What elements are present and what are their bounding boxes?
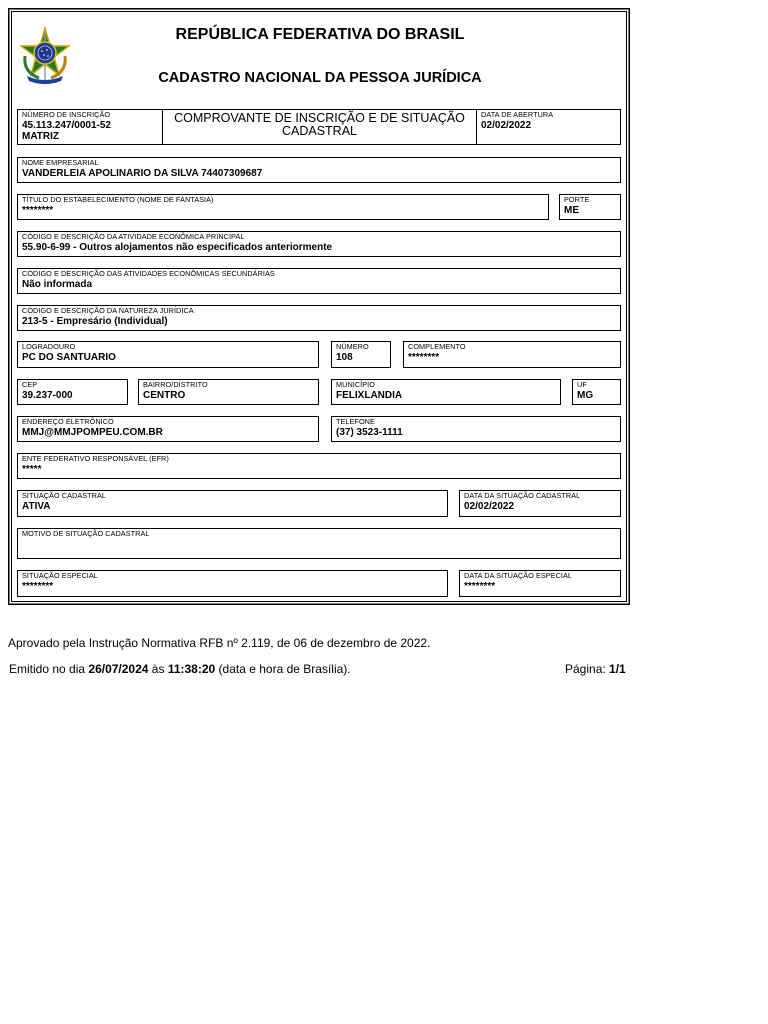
data-situacao-value: 02/02/2022 — [464, 501, 515, 512]
email-value: MMJ@MMJPOMPEU.COM.BR — [22, 427, 163, 438]
page-label: Página: — [565, 662, 606, 676]
bairro-field — [138, 379, 319, 405]
emission-suffix: (data e hora de Brasília). — [218, 662, 351, 676]
telefone-label: TELEFONE — [336, 417, 375, 426]
numero-field — [331, 341, 391, 368]
data-situacao-especial-value: ******** — [464, 581, 496, 592]
bairro-value: CENTRO — [143, 390, 186, 401]
telefone-value: (37) 3523-1111 — [336, 427, 403, 438]
situacao-especial-field — [17, 570, 448, 597]
telefone-field — [331, 416, 621, 442]
emission-prefix: Emitido no dia — [9, 662, 86, 676]
emission-mid: às — [151, 662, 165, 676]
atividade-principal-value: 55.90-6-99 - Outros alojamentos não especificados anteriormente — [22, 242, 333, 253]
inscricao-label: NÚMERO DE INSCRIÇÃO — [22, 110, 111, 119]
data-situacao-field — [459, 490, 621, 517]
logradouro-value: PC DO SANTUARIO — [22, 352, 116, 363]
municipio-field — [331, 379, 561, 405]
efr-field — [17, 453, 621, 479]
situacao-value: ATIVA — [22, 501, 51, 512]
natureza-juridica-label: CÓDIGO E DESCRIÇÃO DA NATUREZA JURÍDICA — [22, 306, 194, 315]
approval-note: Aprovado pela Instrução Normativa RFB nº 2.119, de 06 de dezembro de 2022. — [8, 636, 431, 650]
motivo-label: MOTIVO DE SITUAÇÃO CADASTRAL — [22, 529, 150, 538]
efr-label: ENTE FEDERATIVO RESPONSÁVEL (EFR) — [22, 454, 169, 463]
page-subtitle: CADASTRO NACIONAL DA PESSOA JURÍDICA — [158, 70, 482, 86]
nome-empresarial-label: NOME EMPRESARIAL — [22, 158, 99, 167]
cep-label: CEP — [22, 380, 38, 389]
titulo-label: TÍTULO DO ESTABELECIMENTO (NOME DE FANTASIA) — [22, 195, 214, 204]
abertura-label: DATA DE ABERTURA — [481, 110, 554, 119]
titulo-field — [17, 194, 549, 220]
emission-date: 26/07/2024 — [88, 662, 149, 676]
logradouro-field — [17, 341, 319, 368]
atividades-secundarias-field — [17, 268, 621, 294]
municipio-label: MUNICÍPIO — [336, 380, 375, 389]
situacao-especial-value: ******** — [22, 581, 54, 592]
uf-value: MG — [577, 390, 594, 401]
emission-time: 11:38:20 — [167, 662, 216, 676]
inscricao-field — [17, 109, 163, 145]
uf-label: UF — [577, 380, 587, 389]
complemento-field — [403, 341, 621, 368]
inscricao-type: MATRIZ — [22, 131, 60, 142]
titulo-value: ******** — [22, 205, 54, 216]
complemento-label: COMPLEMENTO — [408, 342, 466, 351]
situacao-label: SITUAÇÃO CADASTRAL — [22, 491, 107, 500]
porte-field — [559, 194, 621, 220]
abertura-field — [476, 109, 621, 145]
email-label: ENDEREÇO ELETRÔNICO — [22, 417, 114, 426]
comprovante-title-box — [162, 109, 477, 145]
data-situacao-label: DATA DA SITUAÇÃO CADASTRAL — [464, 491, 581, 500]
data-situacao-especial-label: DATA DA SITUAÇÃO ESPECIAL — [464, 571, 573, 580]
complemento-value: ******** — [408, 352, 440, 363]
nome-empresarial-value: VANDERLEIA APOLINARIO DA SILVA 74407309687 — [22, 168, 263, 179]
nome-empresarial-field — [17, 157, 621, 183]
uf-field — [572, 379, 621, 405]
atividades-secundarias-value: Não informada — [22, 279, 93, 290]
page-value: 1/1 — [609, 662, 626, 676]
page-title: REPÚBLICA FEDERATIVA DO BRASIL — [175, 26, 465, 43]
cep-value: 39.237-000 — [22, 390, 73, 401]
motivo-field — [17, 528, 621, 559]
inscricao-value: 45.113.247/0001-52 — [22, 120, 111, 131]
cep-field — [17, 379, 128, 405]
numero-label: NÚMERO — [336, 342, 369, 351]
atividade-principal-field — [17, 231, 621, 257]
porte-label: PORTE — [564, 195, 590, 204]
situacao-field — [17, 490, 448, 517]
atividades-secundarias-label: CÓDIGO E DESCRIÇÃO DAS ATIVIDADES ECONÔMICAS SECUNDÁRIAS — [22, 269, 275, 278]
comprovante-title-line1: COMPROVANTE DE INSCRIÇÃO E DE SITUAÇÃO — [174, 111, 465, 125]
efr-value: ***** — [22, 464, 42, 475]
natureza-juridica-value: 213-5 - Empresário (Individual) — [22, 316, 168, 327]
situacao-especial-label: SITUAÇÃO ESPECIAL — [22, 571, 98, 580]
comprovante-title — [163, 112, 476, 138]
data-situacao-especial-field — [459, 570, 621, 597]
logradouro-label: LOGRADOURO — [22, 342, 76, 351]
abertura-value: 02/02/2022 — [481, 120, 532, 131]
natureza-juridica-field — [17, 305, 621, 331]
numero-value: 108 — [336, 352, 353, 363]
municipio-value: FELIXLANDIA — [336, 390, 403, 401]
atividade-principal-label: CÓDIGO E DESCRIÇÃO DA ATIVIDADE ECONÔMICA PRINCIPAL — [22, 232, 245, 241]
porte-value: ME — [564, 205, 579, 216]
emission-info — [9, 662, 351, 676]
page-indicator — [565, 662, 626, 676]
bairro-label: BAIRRO/DISTRITO — [143, 380, 208, 389]
email-field — [17, 416, 319, 442]
comprovante-title-line2: CADASTRAL — [281, 124, 358, 138]
